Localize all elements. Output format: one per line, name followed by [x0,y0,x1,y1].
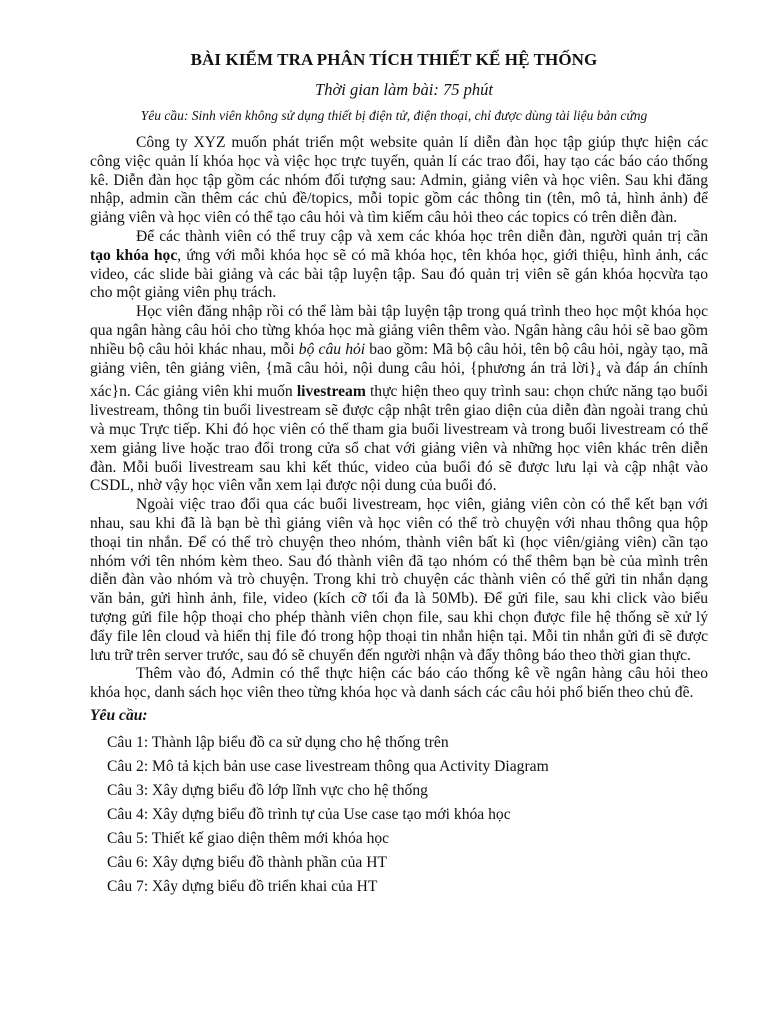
exam-duration: Thời gian làm bài: 75 phút [315,80,493,99]
paragraph-question-bank-livestream [90,303,708,496]
list-item: Câu 2: Mô tả kịch bản use case livestream thông qua Activity Diagram [107,758,549,776]
paragraph-reports: Thêm vào đó, Admin có thể thực hiện các báo cáo thống kê về ngân hàng câu hỏi theo khóa học, danh sách học viên theo từng khóa học và danh sách các câu hỏi phổ biến theo chủ đề. [90,665,708,702]
exam-title: BÀI KIỂM TRA PHÂN TÍCH THIẾT KẾ HỆ THỐNG [190,50,598,69]
paragraph-create-course [90,228,708,303]
paragraph-text: bao gồm: Mã bộ câu hỏi, tên bộ câu hỏi, ngày tạo, mã giảng viên, tên giảng viên, {mã câu hỏi, nội dung câu hỏi, {phương án trả lời} [90,340,709,377]
exam-rules-note: Yêu cầu: Sinh viên không sử dụng thiết bị điện tử, điện thoại, chỉ được dùng tài liệu bản cứng [140,108,648,123]
paragraph-text: Để các thành viên có thể truy cập và xem các khóa học trên diễn đàn, người quản trị cần [136,227,708,245]
paragraph-text: Học viên đăng nhập rồi có thể làm bài tập luyện tập trong quá trình theo học một khóa học qua ngân hàng câu hỏi cho từng khóa học mà giảng viên thêm vào. Ngân hàng câu hỏi sẽ bao gồm nhiều bộ câu hỏi khác nhau, mỗi [90,303,708,358]
list-item: Câu 7: Xây dựng biểu đồ triển khai của HT [107,878,378,896]
paragraph-text: và đáp án chính xác}n. Các giảng viên khi muốn [90,359,708,401]
list-item: Câu 6: Xây dựng biểu đồ thành phần của HT [107,854,387,872]
list-item: Câu 1: Thành lập biểu đồ ca sử dụng cho hệ thống trên [107,734,449,752]
italic-term-question-set: bộ câu hỏi [298,340,366,358]
requirements-heading: Yêu cầu: [90,707,148,725]
paragraph-messaging: Ngoài việc trao đổi qua các buổi livestream, học viên, giảng viên còn có thể kết bạn với nhau, sau khi đã là bạn bè thì giảng viên và học viên có thể trò chuyện với nhau thông qua hộp thoại tin nhắn. Để có thể trò chuyện theo nhóm, thành viên bất kì (học viên/giảng viên) cần tạo nhóm với tên nhóm kèm theo. Sau đó thành viên đã tạo nhóm có thể thêm bạn bè của mình trên diễn đàn vào nhóm và trò chuyện. Trong khi trò chuyện các thành viên có thể gửi tin nhắn dạng văn bản, gửi hình ảnh, file, video (kích cỡ tối đa là 50Mb). Để gửi file, sau khi click vào biểu tượng gửi file hộp thoại cho phép thành viên chọn file, sau khi chọn được file hệ thống sẽ xử lý đẩy file lên cloud và hiển thị file đó trong hộp thoại tin nhắn hiện tại. Mỗi tin nhắn gửi đi sẽ được lưu trữ trên server trước, sau đó sẽ chuyển đến người nhận và đẩy thông báo theo thời gian thực. [90,496,708,664]
paragraph-intro: Công ty XYZ muốn phát triển một website quản lí diễn đàn học tập giúp thực hiện các công việc quản lí khóa học và việc học trực tuyến, quản lí các trao đổi, hay tạo các báo cáo thống kê. Diễn đàn học tập gồm các nhóm đối tượng sau: Admin, giảng viên và học viên. Sau khi đăng nhập, admin cần thêm các chủ đề/topics, mỗi topic gồm các thông tin (tên, mô tả, hình ảnh) để giảng viên và học viên có thể tạo câu hỏi và tìm kiếm câu hỏi theo các topics có trên diễn đàn. [90,134,708,227]
paragraph-text: , ứng với mỗi khóa học sẽ có mã khóa học, tên khóa học, giới thiệu, hình ảnh, các video, các slide bài giảng và các bài tập luyện tập. Sau đó quản trị viên sẽ gán khóa họcvừa tạo cho một giảng viên phụ trách. [90,246,708,302]
paragraph-text: thực hiện theo quy trình sau: chọn chức năng tạo buổi livestream, thông tin buổi livestream sẽ được cập nhật trên giao diện của diễn đàn ngoài trang chủ và mục Trực tiếp. Khi đó học viên có thể tham gia buổi livestream và trong buổi livestream có thể xem giảng live hoặc trao đổi trong cửa sổ chat với giảng viên và những học viên khác trên diễn đàn. Mỗi buổi livestream sau khi kết thúc, video của buổi đó sẽ được lưu lại và cập nhật vào CSDL, nhờ vậy học viên vẫn xem lại được nội dung của buổi đó. [90,383,708,495]
list-item: Câu 4: Xây dựng biểu đồ trình tự của Use case tạo mới khóa học [107,806,511,824]
bold-term-create-course: tạo khóa học [90,246,178,264]
question-list [90,731,708,899]
list-item: Câu 5: Thiết kế giao diện thêm mới khóa học [107,830,390,848]
list-item: Câu 3: Xây dựng biểu đồ lớp lĩnh vực cho hệ thống [107,782,428,800]
subscript-count: 4 [596,368,601,379]
bold-term-livestream: livestream [296,383,366,401]
